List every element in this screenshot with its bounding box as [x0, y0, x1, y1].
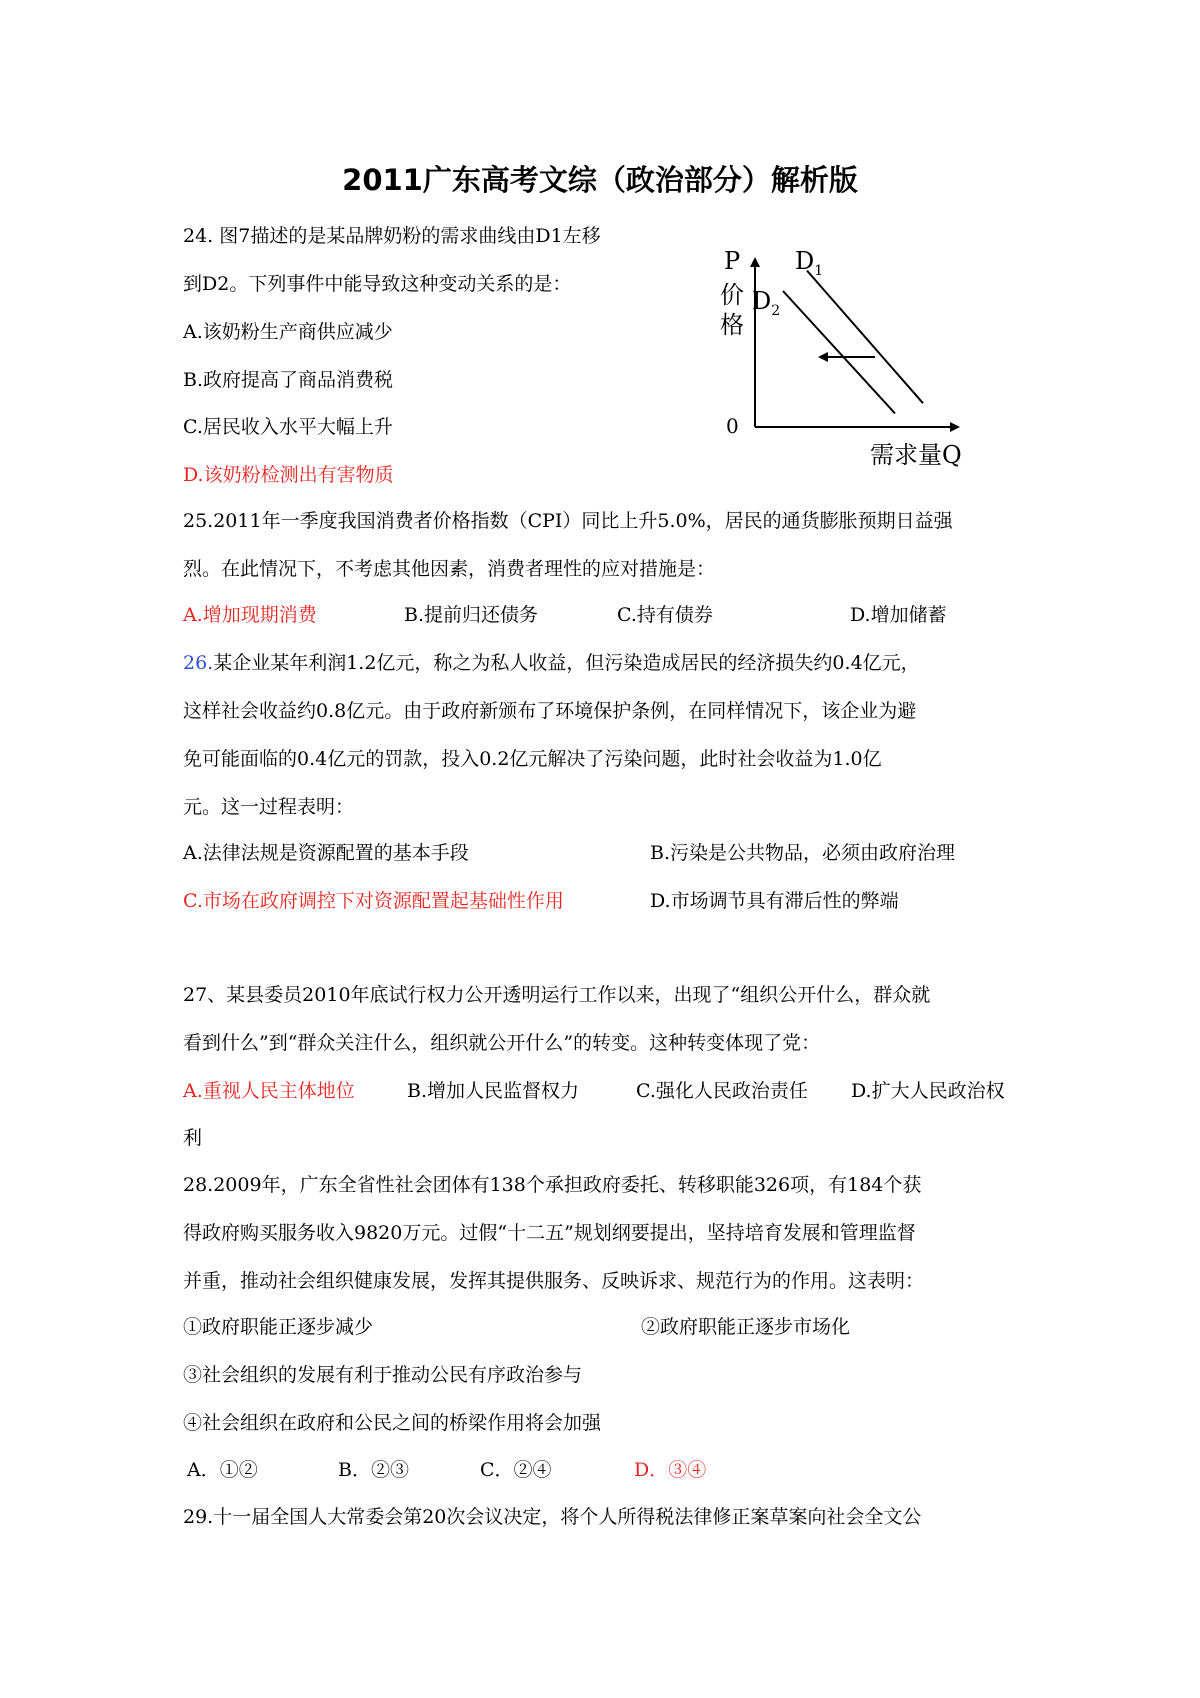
curve-d1-label: $D_1$ [795, 247, 824, 279]
q24-option-c: C.居民收入水平大幅上升 [183, 416, 393, 438]
q27-line-1: 27、某县委员2010年底试行权力公开透明运行工作以来，出现了“组织公开什么，群众就 [183, 984, 931, 1006]
q27-option-a: A.重视人民主体地位 [183, 1080, 355, 1102]
q25-option-b: B.提前归还债务 [404, 604, 539, 626]
q26-line-4: 元。这一过程表明： [183, 796, 355, 818]
q28-option-d: D．③④ [634, 1459, 707, 1481]
q27-option-d: D.扩大人民政治权 [851, 1080, 1005, 1102]
y-axis-label-2: 格 [720, 311, 744, 339]
y-axis-letter: P [724, 247, 741, 275]
q27-wrap: 利 [183, 1127, 203, 1149]
q26-line-1-text: 某企业某年利润1.2亿元，称之为私人收益，但污染造成居民的经济损失约0.4亿元， [213, 652, 920, 674]
q28-item-3: ③社会组织的发展有利于推动公民有序政治参与 [183, 1364, 583, 1386]
demand-curve-chart [700, 245, 990, 467]
x-axis-label: 需求量Q [870, 441, 962, 467]
q28-line-3: 并重，推动社会组织健康发展，发挥其提供服务、反映诉求、规范行为的作用。这表明： [183, 1270, 925, 1292]
q26-option-a: A.法律法规是资源配置的基本手段 [183, 842, 469, 864]
q28-option-b: B．②③ [338, 1459, 409, 1481]
q28-item-4: ④社会组织在政府和公民之间的桥梁作用将会加强 [183, 1412, 602, 1434]
q27-option-c: C.强化人民政治责任 [636, 1080, 808, 1102]
q25-line-2: 烈。在此情况下，不考虑其他因素，消费者理性的应对措施是： [183, 558, 716, 580]
q26-line-3: 免可能面临的0.4亿元的罚款，投入0.2亿元解决了污染问题，此时社会收益为1.0亿 [183, 748, 882, 770]
q24-option-d: D.该奶粉检测出有害物质 [183, 464, 394, 486]
q28-line-2: 得政府购买服务收入9820万元。过假“十二五”规划纲要提出，坚持培育发展和管理监督 [183, 1222, 916, 1244]
q28-item-2: ②政府职能正逐步市场化 [641, 1316, 851, 1338]
q25-option-a: A.增加现期消费 [183, 604, 317, 626]
q29-line-1: 29.十一届全国人大常委会第20次会议决定，将个人所得税法律修正案草案向社会全文公 [183, 1506, 922, 1528]
q24-line-2: 到D2。下列事件中能导致这种变动关系的是： [183, 273, 572, 295]
q26-line-2: 这样社会收益约0.8亿元。由于政府新颁布了环境保护条例，在同样情况下，该企业为避 [183, 700, 917, 722]
origin-label: 0 [726, 414, 739, 438]
q26-option-b: B.污染是公共物品，必须由政府治理 [650, 842, 956, 864]
curve-d2-label: $D_2$ [752, 287, 781, 319]
q24-option-a: A.该奶粉生产商供应减少 [183, 321, 393, 343]
q26-number: 26. [183, 652, 214, 674]
q26-option-d: D.市场调节具有滞后性的弊端 [650, 890, 899, 912]
q25-line-1: 25.2011年一季度我国消费者价格指数（CPI）同比上升5.0%，居民的通货膨胀预期日益强 [183, 510, 953, 532]
q24-option-b: B.政府提高了商品消费税 [183, 369, 394, 391]
q26-line-1 [183, 650, 920, 676]
y-axis-label-1: 价 [720, 281, 744, 309]
q28-line-1: 28.2009年，广东全省性社会团体有138个承担政府委托、转移职能326项，有184个获 [183, 1174, 922, 1196]
q28-option-a: A．①② [187, 1459, 258, 1481]
q24-line-1: 24. 图7描述的是某品牌奶粉的需求曲线由D1左移 [183, 225, 601, 247]
q26-option-c: C.市场在政府调控下对资源配置起基础性作用 [183, 890, 564, 912]
q25-option-d: D.增加储蓄 [850, 604, 947, 626]
q25-option-c: C.持有债券 [617, 604, 713, 626]
q27-line-2: 看到什么”到“群众关注什么，组织就公开什么”的转变。这种转变体现了党： [183, 1032, 821, 1054]
q28-item-1: ①政府职能正逐步减少 [183, 1316, 374, 1338]
q27-option-b: B.增加人民监督权力 [407, 1080, 580, 1102]
q28-option-c: C．②④ [480, 1459, 552, 1481]
page-title: 2011广东高考文综（政治部分）解析版 [342, 163, 858, 197]
